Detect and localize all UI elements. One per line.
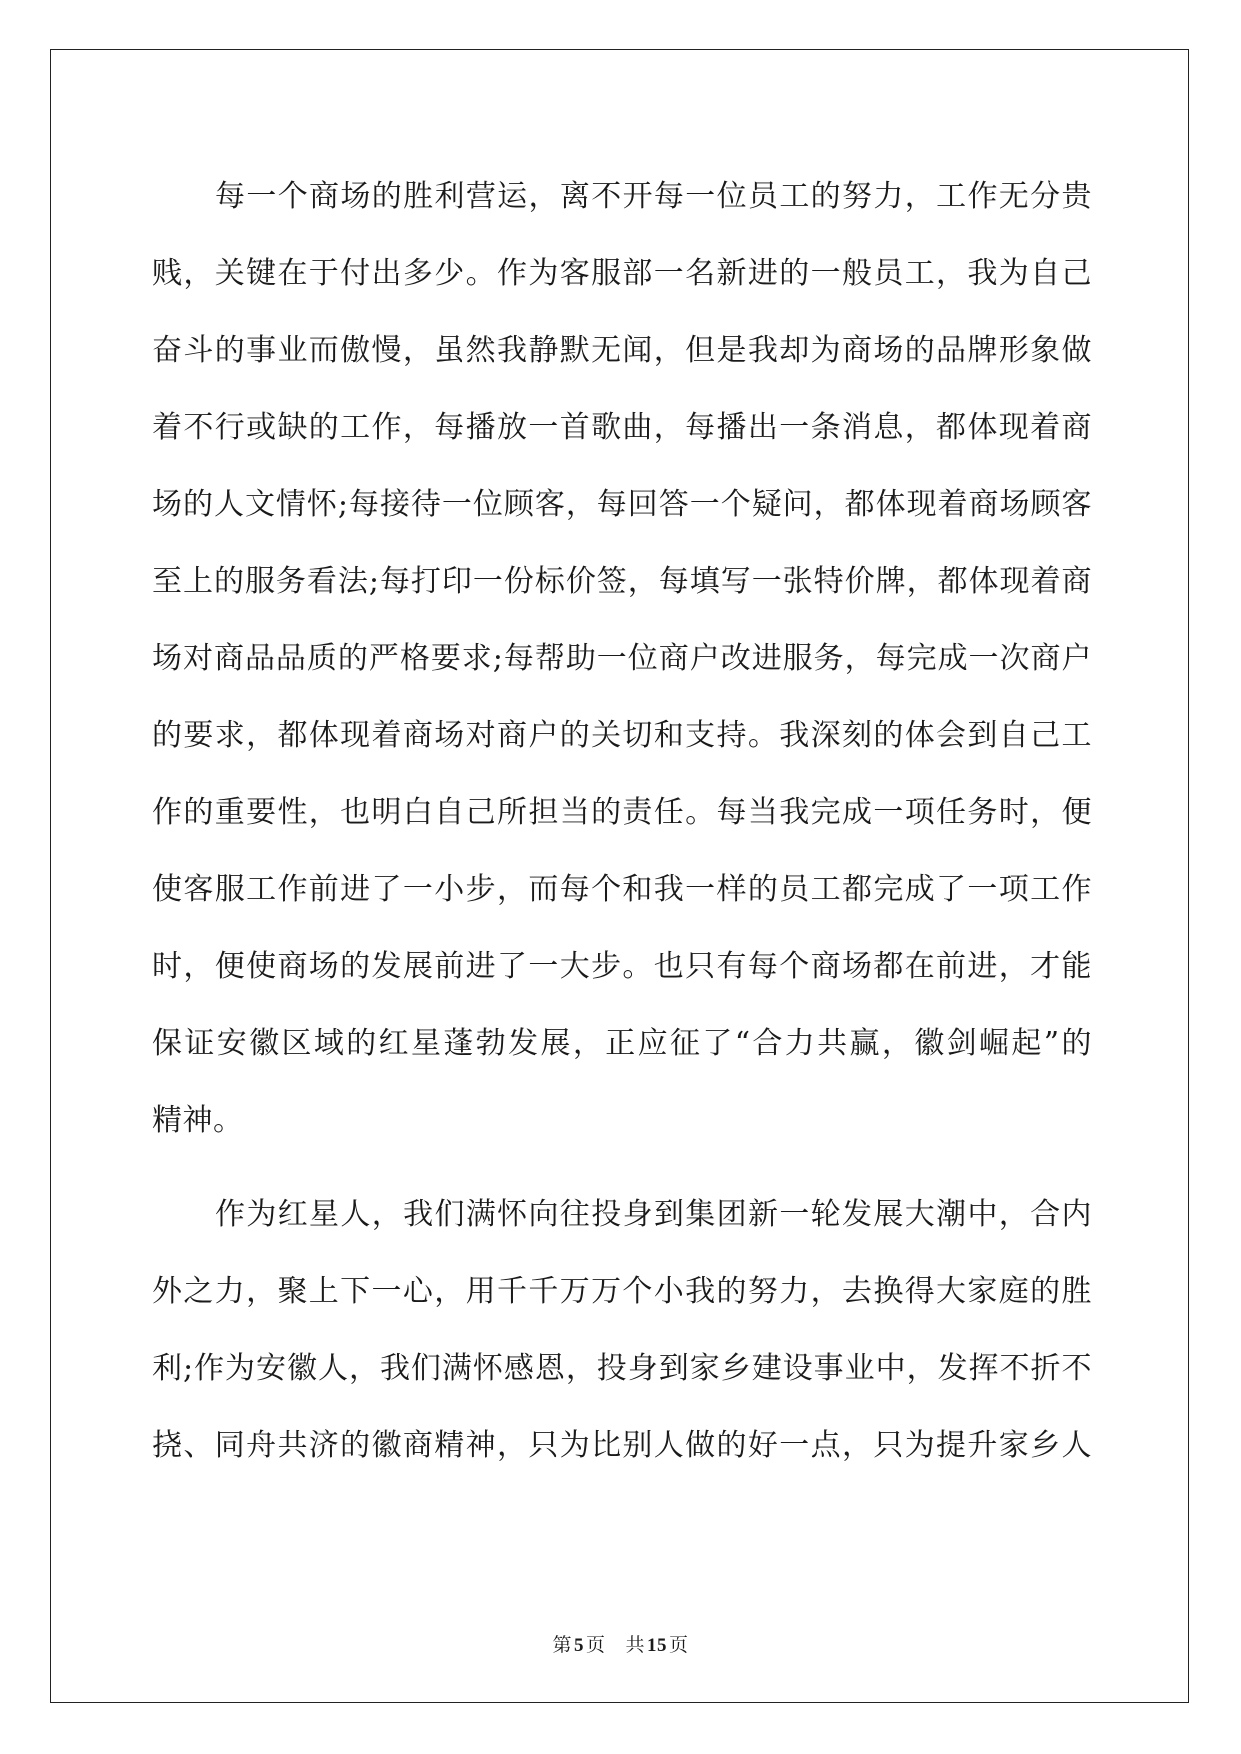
page-footer <box>0 1630 1241 1657</box>
page-total-prefix: 共 <box>625 1634 646 1656</box>
text-line: 的要求，都体现着商场对商户的关切和支持。我深刻的体会到自己工 <box>152 718 1092 753</box>
text-line: 至上的服务看法;每打印一份标价签，每填写一张特价牌，都体现着商 <box>152 564 1092 599</box>
page-number-prefix: 第 <box>552 1634 572 1656</box>
document-body <box>152 158 1092 1484</box>
text-line: 作为红星人，我们满怀向往投身到集团新一轮发展大潮中，合内 <box>215 1197 1092 1232</box>
text-line: 使客服工作前进了一小步，而每个和我一样的员工都完成了一项工作 <box>152 872 1092 907</box>
page-number-current: 5 <box>573 1635 584 1656</box>
page-total-suffix: 页 <box>669 1634 689 1656</box>
text-line: 利;作为安徽人，我们满怀感恩，投身到家乡建设事业中，发挥不折不 <box>152 1351 1092 1386</box>
page-number-suffix: 页 <box>585 1634 606 1656</box>
text-line: 精神。 <box>152 1103 244 1138</box>
text-line: 外之力，聚上下一心，用千千万万个小我的努力，去换得大家庭的胜 <box>152 1274 1092 1309</box>
text-line: 场对商品品质的严格要求;每帮助一位商户改进服务，每完成一次商户 <box>152 641 1092 676</box>
text-line: 每一个商场的胜利营运，离不开每一位员工的努力，工作无分贵 <box>215 179 1092 214</box>
text-line: 时，便使商场的发展前进了一大步。也只有每个商场都在前进，才能 <box>152 949 1092 984</box>
text-line: 保证安徽区域的红星蓬勃发展，正应征了“合力共赢，徽剑崛起”的 <box>152 1026 1092 1061</box>
text-line: 着不行或缺的工作，每播放一首歌曲，每播出一条消息，都体现着商 <box>152 410 1092 445</box>
text-line: 挠、同舟共济的徽商精神，只为比别人做的好一点，只为提升家乡人 <box>152 1428 1092 1463</box>
text-line: 场的人文情怀;每接待一位顾客，每回答一个疑问，都体现着商场顾客 <box>152 487 1092 522</box>
paragraph-1 <box>152 158 1092 1159</box>
page-number-total: 15 <box>647 1635 668 1656</box>
text-line: 奋斗的事业而傲慢，虽然我静默无闻，但是我却为商场的品牌形象做 <box>152 333 1092 368</box>
paragraph-2 <box>152 1176 1092 1484</box>
text-line: 贱，关键在于付出多少。作为客服部一名新进的一般员工，我为自己 <box>152 256 1092 291</box>
text-line: 作的重要性，也明白自己所担当的责任。每当我完成一项任务时，便 <box>152 795 1092 830</box>
